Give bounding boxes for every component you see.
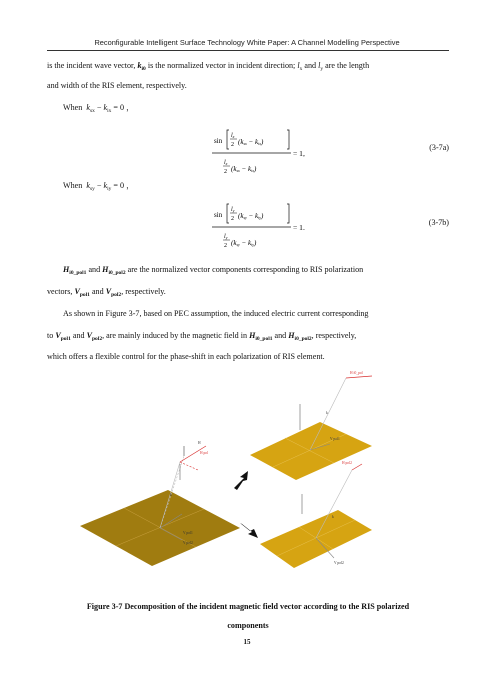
symbol-sub: y [320, 66, 324, 72]
ly-numerator: ly [231, 207, 235, 213]
lx-numerator: lx [231, 133, 235, 139]
label-v-pol2: V pol2 [334, 561, 344, 565]
condition-b [63, 180, 465, 191]
h-pol-red-vector [180, 462, 198, 470]
expr-sy-iy: (ksy − kiy) [238, 212, 264, 220]
text-run: is the incident wave vector, [47, 61, 136, 70]
h-pol-red-vector [346, 376, 372, 378]
label-h-i0: H [198, 441, 201, 445]
text-run: vectors, [47, 287, 73, 296]
ly-denominator: ly [224, 234, 228, 240]
symbol-l: l [318, 61, 321, 70]
text-run: , respectively. [121, 287, 166, 296]
symbol-h: H [102, 265, 109, 274]
para2-line1 [63, 264, 449, 275]
text-run: and [72, 331, 85, 340]
expr-sx-ix: (ksx − kix) [231, 165, 257, 173]
expr-sx-ix: (ksx − kix) [238, 138, 264, 146]
label-v-pol1: V pol1 [330, 437, 340, 441]
two-denominator: 2 [231, 216, 234, 222]
label-v-pol2: V pol2 [183, 541, 193, 545]
symbol-sub: pol1 [79, 292, 90, 298]
text-run: to [47, 331, 54, 340]
right-bracket [287, 130, 289, 149]
symbol-k: k [103, 181, 108, 190]
left-bracket [227, 204, 229, 223]
figure-caption-line1: Figure 3-7 Decomposition of the incident magnetic field vector according to the RIS polarized [86, 602, 410, 611]
two-denominator: 2 [224, 169, 227, 175]
text-run: are the normalized vector components corresponding to RIS polarization [127, 265, 364, 274]
minus-sign: − [96, 181, 102, 190]
para1-line1 [47, 60, 449, 71]
text-run: = 0 ， [113, 181, 135, 190]
symbol-k: k [86, 103, 90, 112]
running-header: Reconfigurable Intelligent Surface Technology White Paper: A Channel Modelling Perspective [94, 38, 400, 47]
symbol-h: H [249, 331, 256, 340]
figure-3-7 [80, 368, 414, 588]
symbol-sub: i0_pol2 [108, 270, 126, 276]
header-rule [47, 50, 449, 51]
symbol-k: k [86, 181, 90, 190]
symbol-sub: iy [107, 186, 112, 192]
symbol-v: V [74, 287, 80, 296]
minus-sign: − [96, 103, 102, 112]
para3-line1: As shown in Figure 3-7, based on PEC assumption, the induced electric current corresponding [63, 309, 369, 318]
arrow-down-right [240, 523, 258, 538]
equation-rhs: = 1, [293, 149, 305, 158]
text-run: , respectively, [311, 331, 357, 340]
text-run: and [274, 331, 287, 340]
text-run: and [88, 265, 101, 274]
text-run: = 0 ， [113, 103, 135, 112]
page-number: 15 [243, 638, 251, 646]
symbol-sub: sy [89, 186, 95, 192]
right-bracket [287, 204, 289, 223]
symbol-h: H [288, 331, 295, 340]
symbol-k: k [103, 103, 108, 112]
expr-sy-iy: (ksy − kiy) [231, 239, 257, 247]
symbol-sub: i0_pol2 [294, 336, 312, 342]
equation-3-7a [200, 122, 330, 178]
label-h-pol: H pol2 [342, 461, 352, 465]
symbol-sub: ix [107, 108, 112, 114]
symbol-v: V [105, 287, 112, 296]
condition-a [63, 102, 465, 113]
label-k-i: k [170, 493, 172, 497]
symbol-sub: i0_pol1 [255, 336, 273, 342]
label-h-pol: H i0_pol [350, 371, 363, 375]
symbol-sub: i0 [141, 66, 146, 72]
symbol-sub: pol1 [60, 336, 71, 342]
lx-denominator: lx [224, 160, 228, 166]
figure-caption-line2: components [227, 621, 269, 630]
text-run: , are mainly induced by the magnetic field in [102, 331, 248, 340]
two-denominator: 2 [231, 142, 234, 148]
ris-plate-bottom-right [260, 510, 372, 568]
h-pol-red-vector [352, 464, 362, 470]
symbol-v: V [86, 331, 92, 340]
text-run: is the normalized vector in incident direction; [147, 61, 296, 70]
label-v-pol1: V pol1 [183, 531, 193, 535]
text-run: and [91, 287, 104, 296]
para2-line2 [47, 286, 449, 297]
equation-rhs: = 1. [293, 223, 305, 232]
label-k-i: k [332, 515, 334, 519]
label-h-pol: H pol [200, 451, 209, 455]
symbol-sub: i0_pol1 [69, 270, 87, 276]
text-run: and [304, 61, 317, 70]
equation-number-a: (3-7a) [429, 143, 449, 152]
sin-label: sin [214, 137, 223, 145]
symbol-sub: pol2 [91, 336, 103, 342]
para3-line3: which offers a flexible control for the phase-shift in each polarization of RIS element. [47, 352, 325, 361]
text-run: are the length [325, 61, 370, 70]
label-k-i: k [326, 411, 328, 415]
sin-label: sin [214, 211, 223, 219]
symbol-sub: sx [89, 108, 95, 114]
equation-3-7b [202, 196, 332, 252]
symbol-sub: pol2 [111, 292, 122, 298]
para3-line2 [47, 330, 449, 341]
symbol-k: k [137, 61, 142, 70]
text-run: When [63, 103, 83, 112]
symbol-h: H [63, 265, 70, 274]
text-run: When [63, 181, 83, 190]
equation-number-b: (3-7b) [428, 218, 449, 227]
para1-line2: and width of the RIS element, respectively. [47, 81, 187, 90]
symbol-l: l [297, 61, 300, 70]
two-denominator: 2 [224, 243, 227, 249]
left-bracket [227, 130, 229, 149]
symbol-v: V [55, 331, 61, 340]
arrow-up-right [234, 471, 248, 490]
symbol-sub: x [299, 66, 303, 72]
